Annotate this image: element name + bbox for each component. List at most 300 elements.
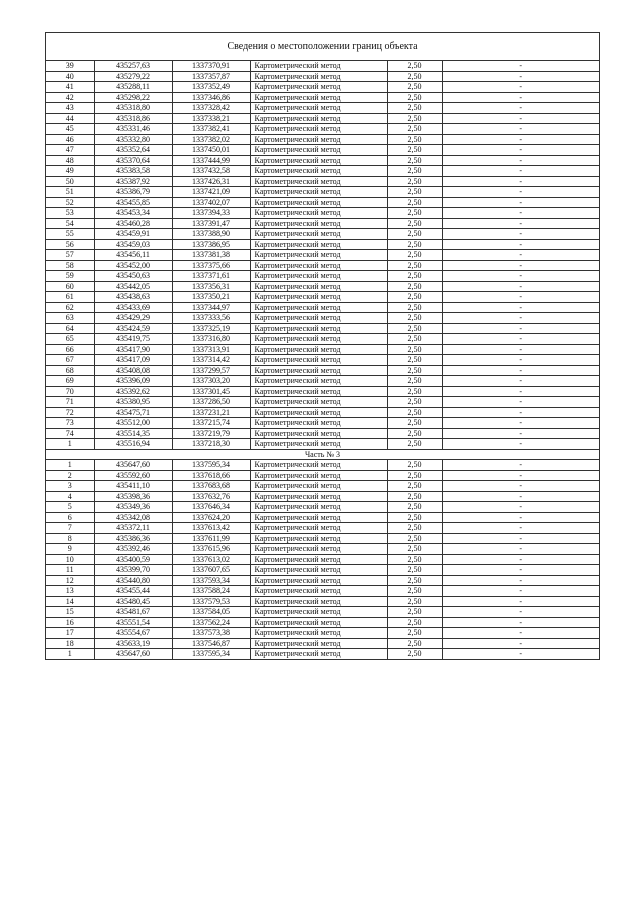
accuracy: 2,50 [387, 113, 442, 124]
description: - [442, 439, 599, 450]
coord-x: 435392,46 [94, 544, 172, 555]
table-row [46, 197, 599, 208]
point-number: 54 [46, 218, 94, 229]
coord-x: 435440,80 [94, 575, 172, 586]
coord-x: 435417,09 [94, 355, 172, 366]
table-row [46, 418, 599, 429]
method: Картометрический метод [250, 565, 387, 576]
coord-x: 435372,11 [94, 523, 172, 534]
table-row [46, 502, 599, 513]
description: - [442, 134, 599, 145]
point-number: 4 [46, 491, 94, 502]
table-row [46, 344, 599, 355]
point-number: 5 [46, 502, 94, 513]
coord-y: 1337450,01 [172, 145, 250, 156]
coord-y: 1337613,42 [172, 523, 250, 534]
description: - [442, 113, 599, 124]
accuracy: 2,50 [387, 103, 442, 114]
point-number: 68 [46, 365, 94, 376]
accuracy: 2,50 [387, 512, 442, 523]
method: Картометрический метод [250, 302, 387, 313]
coord-y: 1337391,47 [172, 218, 250, 229]
accuracy: 2,50 [387, 470, 442, 481]
method: Картометрический метод [250, 334, 387, 345]
coord-y: 1337579,53 [172, 596, 250, 607]
accuracy: 2,50 [387, 481, 442, 492]
point-number: 65 [46, 334, 94, 345]
accuracy: 2,50 [387, 323, 442, 334]
coord-y: 1337381,38 [172, 250, 250, 261]
table-row [46, 239, 599, 250]
coord-y: 1337421,09 [172, 187, 250, 198]
description: - [442, 596, 599, 607]
table-row [46, 533, 599, 544]
coord-x: 435459,91 [94, 229, 172, 240]
accuracy: 2,50 [387, 397, 442, 408]
coord-x: 435288,11 [94, 82, 172, 93]
method: Картометрический метод [250, 250, 387, 261]
method: Картометрический метод [250, 176, 387, 187]
description: - [442, 281, 599, 292]
coord-x: 435429,29 [94, 313, 172, 324]
description: - [442, 103, 599, 114]
coord-y: 1337286,50 [172, 397, 250, 408]
coord-y: 1337426,31 [172, 176, 250, 187]
description: - [442, 271, 599, 282]
coord-y: 1337356,31 [172, 281, 250, 292]
coord-x: 435332,80 [94, 134, 172, 145]
coord-x: 435392,62 [94, 386, 172, 397]
description: - [442, 607, 599, 618]
table-row [46, 638, 599, 649]
accuracy: 2,50 [387, 281, 442, 292]
method: Картометрический метод [250, 113, 387, 124]
accuracy: 2,50 [387, 607, 442, 618]
accuracy: 2,50 [387, 544, 442, 555]
point-number: 10 [46, 554, 94, 565]
point-number: 52 [46, 197, 94, 208]
accuracy: 2,50 [387, 134, 442, 145]
method: Картометрический метод [250, 407, 387, 418]
description: - [442, 239, 599, 250]
coord-x: 435419,75 [94, 334, 172, 345]
table-row [46, 365, 599, 376]
table-row [46, 187, 599, 198]
coord-y: 1337316,80 [172, 334, 250, 345]
coord-x: 435331,46 [94, 124, 172, 135]
point-number: 1 [46, 439, 94, 450]
coord-y: 1337313,91 [172, 344, 250, 355]
point-number: 70 [46, 386, 94, 397]
method: Картометрический метод [250, 502, 387, 513]
description: - [442, 71, 599, 82]
coord-x: 435370,64 [94, 155, 172, 166]
method: Картометрический метод [250, 617, 387, 628]
coord-y: 1337301,45 [172, 386, 250, 397]
coord-y: 1337584,05 [172, 607, 250, 618]
accuracy: 2,50 [387, 502, 442, 513]
point-number: 12 [46, 575, 94, 586]
accuracy: 2,50 [387, 533, 442, 544]
point-number: 56 [46, 239, 94, 250]
point-number: 58 [46, 260, 94, 271]
accuracy: 2,50 [387, 344, 442, 355]
method: Картометрический метод [250, 376, 387, 387]
table-row [46, 260, 599, 271]
point-number: 64 [46, 323, 94, 334]
description: - [442, 544, 599, 555]
section-header-row [46, 449, 599, 460]
coord-y: 1337624,20 [172, 512, 250, 523]
coord-x: 435452,00 [94, 260, 172, 271]
coord-y: 1337375,66 [172, 260, 250, 271]
coord-y: 1337562,24 [172, 617, 250, 628]
method: Картометрический метод [250, 386, 387, 397]
method: Картометрический метод [250, 155, 387, 166]
accuracy: 2,50 [387, 82, 442, 93]
method: Картометрический метод [250, 145, 387, 156]
method: Картометрический метод [250, 607, 387, 618]
point-number: 3 [46, 481, 94, 492]
point-number: 6 [46, 512, 94, 523]
coord-y: 1337350,21 [172, 292, 250, 303]
coord-y: 1337402,07 [172, 197, 250, 208]
coord-x: 435459,03 [94, 239, 172, 250]
accuracy: 2,50 [387, 124, 442, 135]
point-number: 72 [46, 407, 94, 418]
coord-x: 435516,94 [94, 439, 172, 450]
accuracy: 2,50 [387, 565, 442, 576]
description: - [442, 386, 599, 397]
method: Картометрический метод [250, 365, 387, 376]
point-number: 66 [46, 344, 94, 355]
description: - [442, 292, 599, 303]
table-row [46, 271, 599, 282]
description: - [442, 208, 599, 219]
accuracy: 2,50 [387, 61, 442, 71]
description: - [442, 355, 599, 366]
description: - [442, 491, 599, 502]
point-number: 18 [46, 638, 94, 649]
description: - [442, 502, 599, 513]
coord-x: 435318,86 [94, 113, 172, 124]
method: Картометрический метод [250, 281, 387, 292]
table-row [46, 428, 599, 439]
coord-y: 1337632,76 [172, 491, 250, 502]
method: Картометрический метод [250, 481, 387, 492]
document-title: Сведения о местоположении границ объекта [46, 33, 599, 61]
method: Картометрический метод [250, 439, 387, 450]
description: - [442, 92, 599, 103]
point-number: 63 [46, 313, 94, 324]
accuracy: 2,50 [387, 313, 442, 324]
method: Картометрический метод [250, 218, 387, 229]
description: - [442, 586, 599, 597]
description: - [442, 344, 599, 355]
method: Картометрический метод [250, 71, 387, 82]
method: Картометрический метод [250, 628, 387, 639]
accuracy: 2,50 [387, 250, 442, 261]
coord-y: 1337338,21 [172, 113, 250, 124]
description: - [442, 155, 599, 166]
table-row [46, 491, 599, 502]
table-body [46, 61, 599, 659]
coord-x: 435592,60 [94, 470, 172, 481]
accuracy: 2,50 [387, 376, 442, 387]
accuracy: 2,50 [387, 418, 442, 429]
coord-x: 435400,59 [94, 554, 172, 565]
table-row [46, 134, 599, 145]
coord-y: 1337646,34 [172, 502, 250, 513]
method: Картометрический метод [250, 575, 387, 586]
table-row [46, 512, 599, 523]
method: Картометрический метод [250, 460, 387, 471]
point-number: 47 [46, 145, 94, 156]
coord-x: 435475,71 [94, 407, 172, 418]
point-number: 48 [46, 155, 94, 166]
table-row [46, 176, 599, 187]
coord-x: 435460,28 [94, 218, 172, 229]
method: Картометрический метод [250, 491, 387, 502]
description: - [442, 575, 599, 586]
coord-x: 435647,60 [94, 460, 172, 471]
coord-y: 1337299,57 [172, 365, 250, 376]
table-row [46, 92, 599, 103]
description: - [442, 82, 599, 93]
table-row [46, 334, 599, 345]
coord-y: 1337593,34 [172, 575, 250, 586]
accuracy: 2,50 [387, 239, 442, 250]
coord-x: 435453,34 [94, 208, 172, 219]
coord-y: 1337357,87 [172, 71, 250, 82]
method: Картометрический метод [250, 586, 387, 597]
method: Картометрический метод [250, 544, 387, 555]
description: - [442, 554, 599, 565]
description: - [442, 313, 599, 324]
description: - [442, 418, 599, 429]
coord-y: 1337382,41 [172, 124, 250, 135]
table-row [46, 554, 599, 565]
point-number: 46 [46, 134, 94, 145]
coord-x: 435380,95 [94, 397, 172, 408]
method: Картометрический метод [250, 229, 387, 240]
coord-y: 1337382,02 [172, 134, 250, 145]
accuracy: 2,50 [387, 218, 442, 229]
accuracy: 2,50 [387, 638, 442, 649]
table-row [46, 565, 599, 576]
method: Картометрический метод [250, 323, 387, 334]
section-header: Часть № 3 [46, 449, 599, 460]
table-row [46, 355, 599, 366]
description: - [442, 649, 599, 659]
point-number: 61 [46, 292, 94, 303]
point-number: 62 [46, 302, 94, 313]
accuracy: 2,50 [387, 292, 442, 303]
table-row [46, 617, 599, 628]
coord-x: 435383,58 [94, 166, 172, 177]
point-number: 59 [46, 271, 94, 282]
method: Картометрический метод [250, 103, 387, 114]
table-row [46, 292, 599, 303]
coord-y: 1337231,21 [172, 407, 250, 418]
accuracy: 2,50 [387, 554, 442, 565]
point-number: 53 [46, 208, 94, 219]
coord-x: 435455,85 [94, 197, 172, 208]
coord-x: 435633,19 [94, 638, 172, 649]
accuracy: 2,50 [387, 260, 442, 271]
coord-y: 1337370,91 [172, 61, 250, 71]
accuracy: 2,50 [387, 71, 442, 82]
table-row [46, 649, 599, 659]
point-number: 49 [46, 166, 94, 177]
accuracy: 2,50 [387, 187, 442, 198]
description: - [442, 176, 599, 187]
coord-x: 435352,64 [94, 145, 172, 156]
coord-y: 1337618,66 [172, 470, 250, 481]
point-number: 44 [46, 113, 94, 124]
table-row [46, 397, 599, 408]
coord-y: 1337615,96 [172, 544, 250, 555]
description: - [442, 365, 599, 376]
description: - [442, 334, 599, 345]
coord-y: 1337573,38 [172, 628, 250, 639]
coord-y: 1337371,61 [172, 271, 250, 282]
coord-y: 1337613,02 [172, 554, 250, 565]
boundary-document [45, 32, 600, 660]
table-row [46, 71, 599, 82]
table-row [46, 281, 599, 292]
description: - [442, 470, 599, 481]
method: Картометрический метод [250, 260, 387, 271]
coord-x: 435342,08 [94, 512, 172, 523]
method: Картометрический метод [250, 82, 387, 93]
coord-x: 435433,69 [94, 302, 172, 313]
coord-x: 435514,35 [94, 428, 172, 439]
point-number: 73 [46, 418, 94, 429]
table-row [46, 229, 599, 240]
coord-x: 435398,36 [94, 491, 172, 502]
table-row [46, 250, 599, 261]
point-number: 41 [46, 82, 94, 93]
method: Картометрический метод [250, 271, 387, 282]
method: Картометрический метод [250, 239, 387, 250]
table-row [46, 208, 599, 219]
method: Картометрический метод [250, 355, 387, 366]
coord-x: 435399,70 [94, 565, 172, 576]
point-number: 2 [46, 470, 94, 481]
coord-y: 1337344,97 [172, 302, 250, 313]
accuracy: 2,50 [387, 649, 442, 659]
coord-x: 435298,22 [94, 92, 172, 103]
accuracy: 2,50 [387, 208, 442, 219]
coord-x: 435411,10 [94, 481, 172, 492]
coord-x: 435424,59 [94, 323, 172, 334]
description: - [442, 617, 599, 628]
point-number: 39 [46, 61, 94, 71]
coord-x: 435408,08 [94, 365, 172, 376]
table-row [46, 103, 599, 114]
method: Картометрический метод [250, 533, 387, 544]
point-number: 67 [46, 355, 94, 366]
point-number: 17 [46, 628, 94, 639]
accuracy: 2,50 [387, 92, 442, 103]
description: - [442, 323, 599, 334]
accuracy: 2,50 [387, 628, 442, 639]
point-number: 60 [46, 281, 94, 292]
coord-y: 1337352,49 [172, 82, 250, 93]
accuracy: 2,50 [387, 386, 442, 397]
coord-y: 1337588,24 [172, 586, 250, 597]
point-number: 11 [46, 565, 94, 576]
method: Картометрический метод [250, 292, 387, 303]
accuracy: 2,50 [387, 460, 442, 471]
accuracy: 2,50 [387, 197, 442, 208]
point-number: 45 [46, 124, 94, 135]
table-row [46, 113, 599, 124]
description: - [442, 187, 599, 198]
coord-y: 1337314,42 [172, 355, 250, 366]
point-number: 8 [46, 533, 94, 544]
description: - [442, 638, 599, 649]
coord-x: 435349,36 [94, 502, 172, 513]
table-row [46, 575, 599, 586]
accuracy: 2,50 [387, 302, 442, 313]
method: Картометрический метод [250, 596, 387, 607]
coord-y: 1337386,95 [172, 239, 250, 250]
method: Картометрический метод [250, 470, 387, 481]
point-number: 40 [46, 71, 94, 82]
coord-y: 1337219,79 [172, 428, 250, 439]
description: - [442, 218, 599, 229]
table-row [46, 376, 599, 387]
coord-y: 1337325,19 [172, 323, 250, 334]
coord-y: 1337444,99 [172, 155, 250, 166]
description: - [442, 197, 599, 208]
description: - [442, 250, 599, 261]
method: Картометрический метод [250, 649, 387, 659]
description: - [442, 481, 599, 492]
coord-y: 1337328,42 [172, 103, 250, 114]
table-row [46, 124, 599, 135]
table-row [46, 596, 599, 607]
accuracy: 2,50 [387, 617, 442, 628]
table-row [46, 544, 599, 555]
description: - [442, 376, 599, 387]
coord-y: 1337303,20 [172, 376, 250, 387]
coord-x: 435386,36 [94, 533, 172, 544]
description: - [442, 460, 599, 471]
coord-x: 435455,44 [94, 586, 172, 597]
method: Картометрический метод [250, 134, 387, 145]
table-row [46, 481, 599, 492]
description: - [442, 428, 599, 439]
coord-y: 1337346,86 [172, 92, 250, 103]
accuracy: 2,50 [387, 176, 442, 187]
method: Картометрический метод [250, 554, 387, 565]
coord-y: 1337595,34 [172, 460, 250, 471]
point-number: 1 [46, 649, 94, 659]
coord-x: 435396,09 [94, 376, 172, 387]
accuracy: 2,50 [387, 334, 442, 345]
method: Картометрический метод [250, 197, 387, 208]
coord-y: 1337546,87 [172, 638, 250, 649]
table-row [46, 323, 599, 334]
description: - [442, 533, 599, 544]
accuracy: 2,50 [387, 491, 442, 502]
method: Картометрический метод [250, 166, 387, 177]
coord-y: 1337215,74 [172, 418, 250, 429]
method: Картометрический метод [250, 418, 387, 429]
